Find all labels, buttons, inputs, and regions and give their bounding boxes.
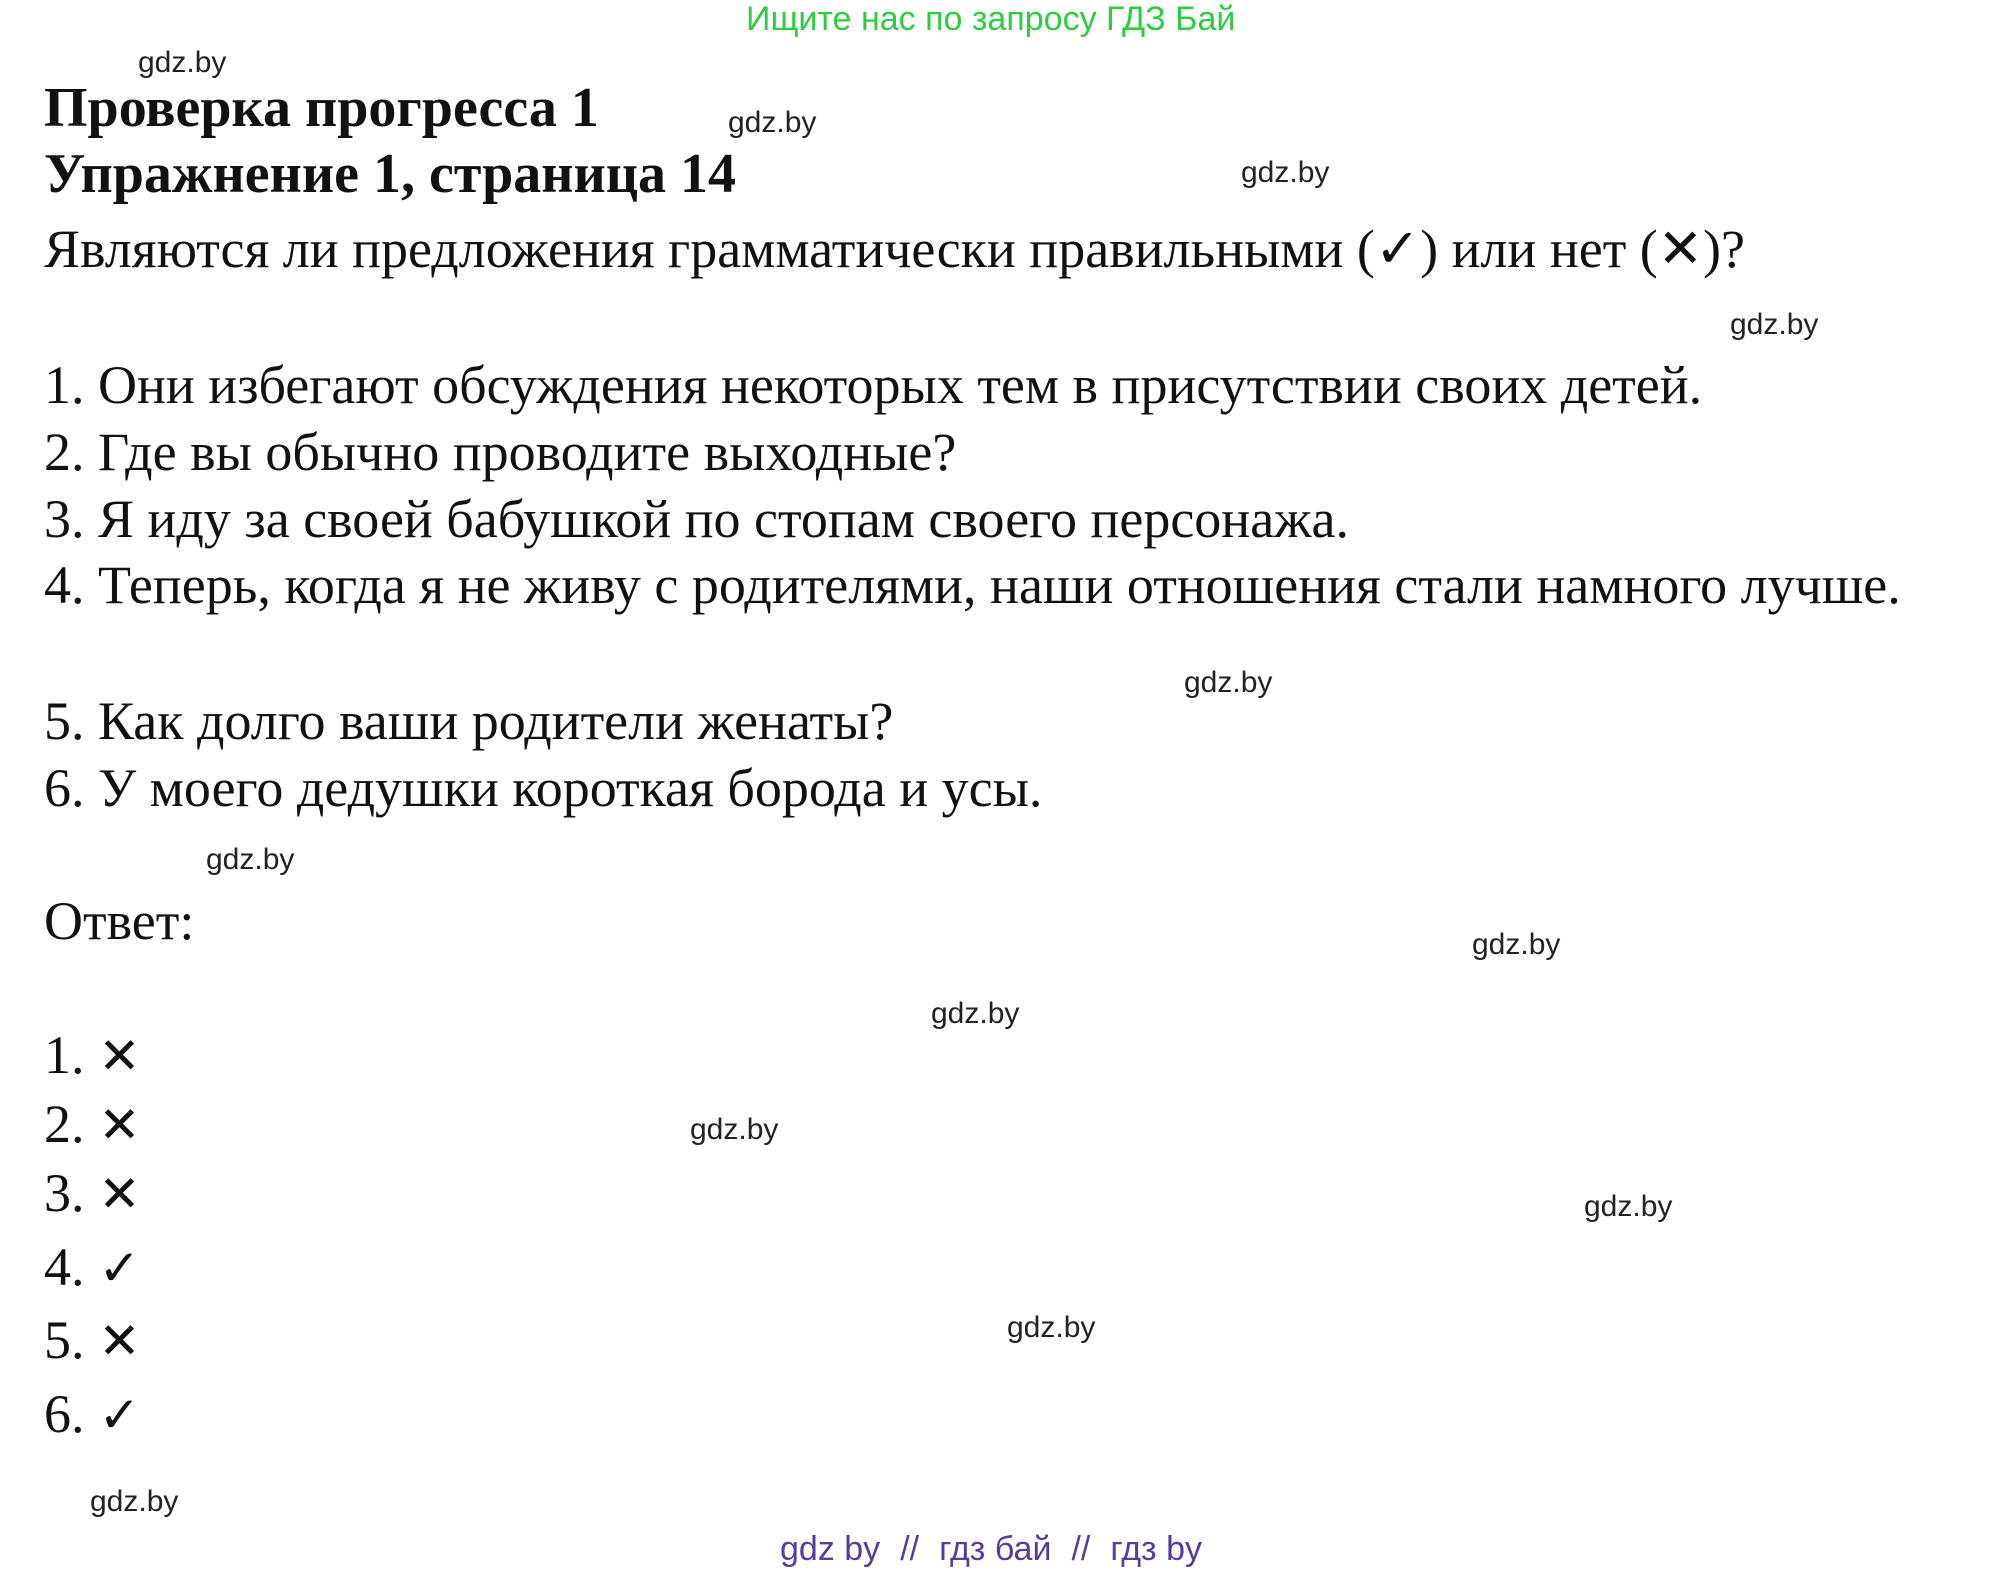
list-item: 1. Они избегают обсуждения некоторых тем в присутствии своих детей. <box>44 355 1703 415</box>
page-title: Проверка прогресса 1 <box>44 77 599 139</box>
footer-link-gdz-by[interactable]: gdz by <box>780 1530 881 1568</box>
answer-row <box>44 1384 141 1444</box>
answer-row <box>44 1163 141 1223</box>
answer-number: 4. <box>44 1237 85 1297</box>
cross-icon: ✕ <box>98 1096 141 1154</box>
watermark: gdz.by <box>1007 1311 1096 1344</box>
cross-icon: ✕ <box>98 1027 141 1085</box>
cross-icon: ✕ <box>98 1312 141 1370</box>
footer-links <box>780 1530 1202 1569</box>
list-item: 4. Теперь, когда я не живу с родителями, наши отношения стали намного лучше. <box>44 555 1901 615</box>
search-banner: Ищите нас по запросу ГДЗ Бай <box>746 0 1236 38</box>
exercise-title: Упражнение 1, страница 14 <box>44 143 737 205</box>
watermark: gdz.by <box>90 1485 179 1518</box>
answer-label: Ответ: <box>44 891 195 951</box>
list-item: 3. Я иду за своей бабушкой по стопам своего персонажа. <box>44 489 1349 549</box>
answer-row <box>44 1094 141 1154</box>
watermark: gdz.by <box>728 106 817 139</box>
list-item: 6. У моего дедушки короткая борода и усы. <box>44 758 1043 818</box>
footer-link-gdz-bai[interactable]: гдз бай <box>939 1530 1052 1568</box>
list-item: 2. Где вы обычно проводите выходные? <box>44 422 957 482</box>
footer-link-gdz-by-cyr[interactable]: гдз by <box>1110 1530 1203 1568</box>
check-icon: ✓ <box>98 1386 141 1444</box>
answer-number: 2. <box>44 1094 85 1154</box>
footer-separator: // <box>900 1530 920 1568</box>
watermark: gdz.by <box>931 997 1020 1030</box>
answer-row <box>44 1025 141 1085</box>
watermark: gdz.by <box>1584 1190 1673 1223</box>
watermark: gdz.by <box>1184 666 1273 699</box>
cross-icon: ✕ <box>98 1165 141 1223</box>
watermark: gdz.by <box>1241 156 1330 189</box>
check-icon: ✓ <box>98 1239 141 1297</box>
question-text: Являются ли предложения грамматически правильными (✓) или нет (✕)? <box>44 219 1745 279</box>
answer-number: 1. <box>44 1025 85 1085</box>
footer-separator: // <box>1071 1530 1091 1568</box>
watermark: gdz.by <box>138 46 227 79</box>
answer-number: 6. <box>44 1384 85 1444</box>
answer-row <box>44 1310 141 1370</box>
list-item: 5. Как долго ваши родители женаты? <box>44 691 894 751</box>
answer-row <box>44 1237 141 1297</box>
watermark: gdz.by <box>206 843 295 876</box>
watermark: gdz.by <box>1472 928 1561 961</box>
watermark: gdz.by <box>1730 308 1819 341</box>
answer-number: 3. <box>44 1163 85 1223</box>
watermark: gdz.by <box>690 1113 779 1146</box>
answer-number: 5. <box>44 1310 85 1370</box>
